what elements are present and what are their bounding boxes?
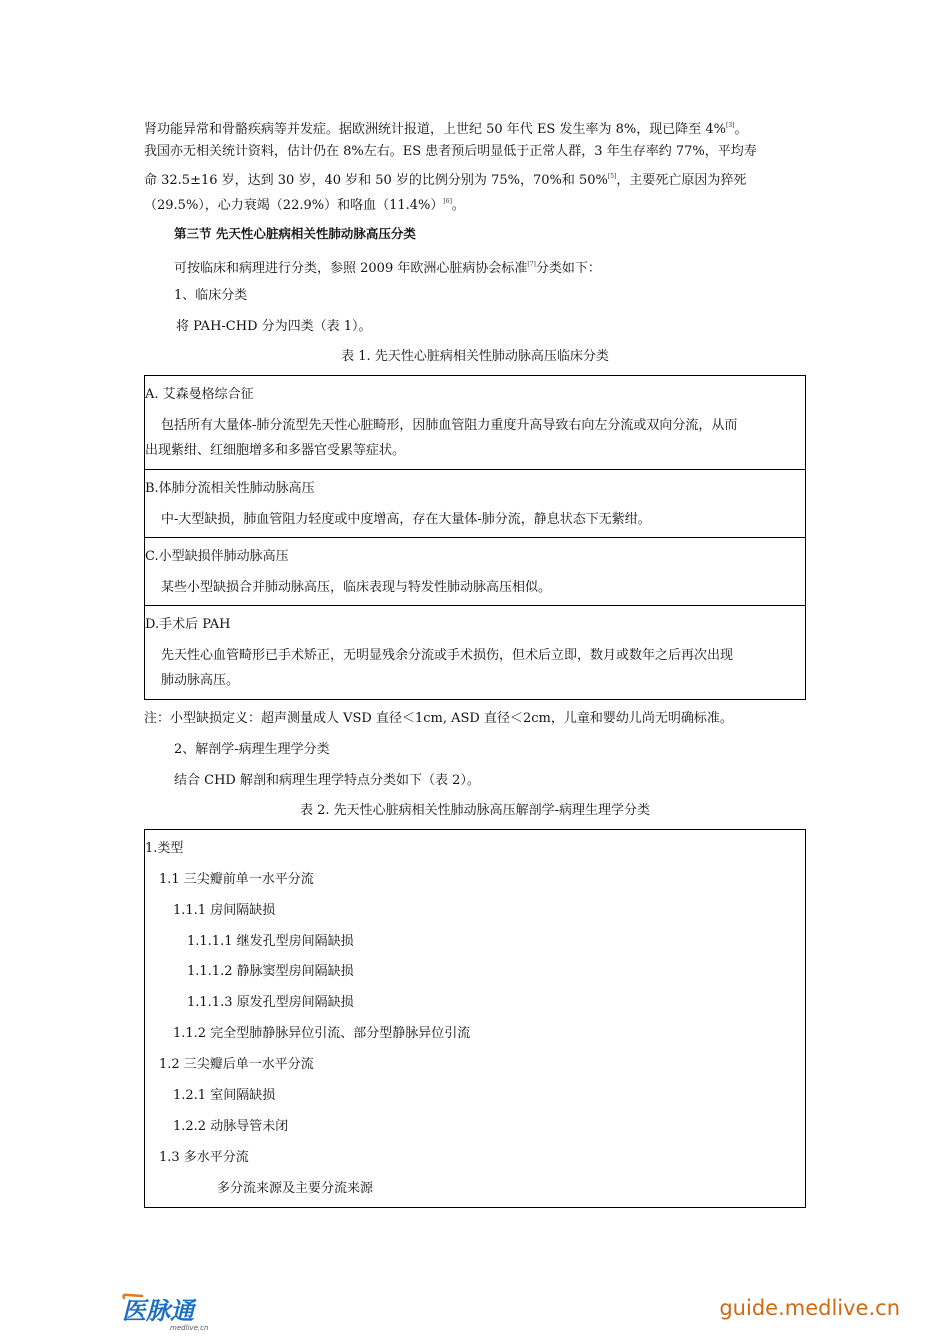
table2-entry: 1.1.1.3 原发孔型房间隔缺损 <box>187 995 354 1010</box>
table2-entry: 1.1.2 完全型肺静脉异位引流、部分型静脉异位引流 <box>173 1026 471 1041</box>
citation: [7] <box>527 261 536 268</box>
table1-note: 注：小型缺损定义：超声测量成人 VSD 直径＜1cm, ASD 直径＜2cm，儿童和婴幼儿尚无明确标准。 <box>144 711 733 726</box>
citation: [6] <box>443 198 452 205</box>
intro-text: 可按临床和病理进行分类，参照 2009 年欧洲心脏病协会标准[7]分类如下： <box>174 261 601 276</box>
paragraph-line: 肾功能异常和骨骼疾病等并发症。据欧洲统计报道，上世纪 50 年代 ES 发生率为 8%，现已降至 4%[3]。 <box>144 122 748 137</box>
table2-entry: 多分流来源及主要分流来源 <box>217 1181 374 1196</box>
paragraph-line: （29.5%），心力衰竭（22.9%）和咯血（11.4%）[6]。 <box>144 198 465 213</box>
table1-row-desc: 肺动脉高压。 <box>161 673 240 688</box>
medlive-logo-icon <box>118 1290 228 1334</box>
table1-row-desc: 中-大型缺损，肺血管阻力轻度或中度增高，存在大量体-肺分流，静息状态下无紫绀。 <box>161 512 651 527</box>
table1-row-desc: 某些小型缺损合并肺动脉高压，临床表现与特发性肺动脉高压相似。 <box>161 580 552 595</box>
table1-row-a <box>145 376 805 470</box>
table1-row-c <box>145 538 805 606</box>
table2-entry: 1.1.1.1 继发孔型房间隔缺损 <box>187 934 354 949</box>
table2-entry: 1.2.1 室间隔缺损 <box>173 1088 276 1103</box>
table1-row-d <box>145 606 805 699</box>
table1-row-desc: 包括所有大量体-肺分流型先天性心脏畸形，因肺血管阻力重度升高导致右向左分流或双向分流，从而 <box>161 418 738 433</box>
svg-text:medlive.cn: medlive.cn <box>170 1324 209 1332</box>
table2-entry: 1.2.2 动脉导管未闭 <box>173 1119 289 1134</box>
medlive-logo[interactable] <box>118 1290 228 1334</box>
svg-text:医脉通: 医脉通 <box>122 1297 194 1325</box>
paragraph-line: 我国亦无相关统计资料，估计仍在 8%左右。ES 患者预后明显低于正常人群，3 年生存率约 77%，平均寿 <box>144 144 757 159</box>
table2-caption: 表 2. 先天性心脏病相关性肺动脉高压解剖学-病理生理学分类 <box>299 803 651 818</box>
heading-anatomy: 2、解剖学-病理生理学分类 <box>174 742 330 757</box>
table2 <box>144 829 806 1208</box>
citation: [3] <box>725 122 735 129</box>
table1-row-title: C.小型缺损伴肺动脉高压 <box>145 549 289 564</box>
heading-anatomy-text: 结合 CHD 解剖和病理生理学特点分类如下（表 2）。 <box>174 773 480 788</box>
table2-entry: 1.2 三尖瓣后单一水平分流 <box>159 1057 314 1072</box>
heading-clinical: 1、临床分类 <box>174 288 248 303</box>
table1-row-title: B.体肺分流相关性肺动脉高压 <box>145 481 315 496</box>
citation: [5] <box>607 173 617 180</box>
table1-caption: 表 1. 先天性心脏病相关性肺动脉高压临床分类 <box>341 349 609 364</box>
section-title: 第三节 先天性心脏病相关性肺动脉高压分类 <box>174 226 416 241</box>
table2-entry: 1.1.1.2 静脉窦型房间隔缺损 <box>187 964 354 979</box>
table2-entry: 1.3 多水平分流 <box>159 1150 249 1165</box>
table2-entry: 1.1.1 房间隔缺损 <box>173 903 276 918</box>
table1 <box>144 375 806 700</box>
table2-entry: 1.1 三尖瓣前单一水平分流 <box>159 872 314 887</box>
footer-url-link[interactable]: guide.medlive.cn <box>719 1296 900 1320</box>
table1-row-desc: 出现紫绀、红细胞增多和多器官受累等症状。 <box>145 443 406 458</box>
table1-row-b <box>145 470 805 538</box>
paragraph-line: 命 32.5±16 岁，达到 30 岁，40 岁和 50 岁的比例分别为 75%，70%和 50%[5]，主要死亡原因为猝死 <box>144 173 747 188</box>
table1-row-title: D.手术后 PAH <box>145 617 231 632</box>
table1-row-desc: 先天性心血管畸形已手术矫正，无明显残余分流或手术损伤，但术后立即，数月或数年之后再次出现 <box>161 648 734 663</box>
heading-clinical-text: 将 PAH-CHD 分为四类（表 1）。 <box>176 319 372 334</box>
table1-row-title: A. 艾森曼格综合征 <box>145 387 254 402</box>
table2-entry: 1.类型 <box>145 841 184 856</box>
